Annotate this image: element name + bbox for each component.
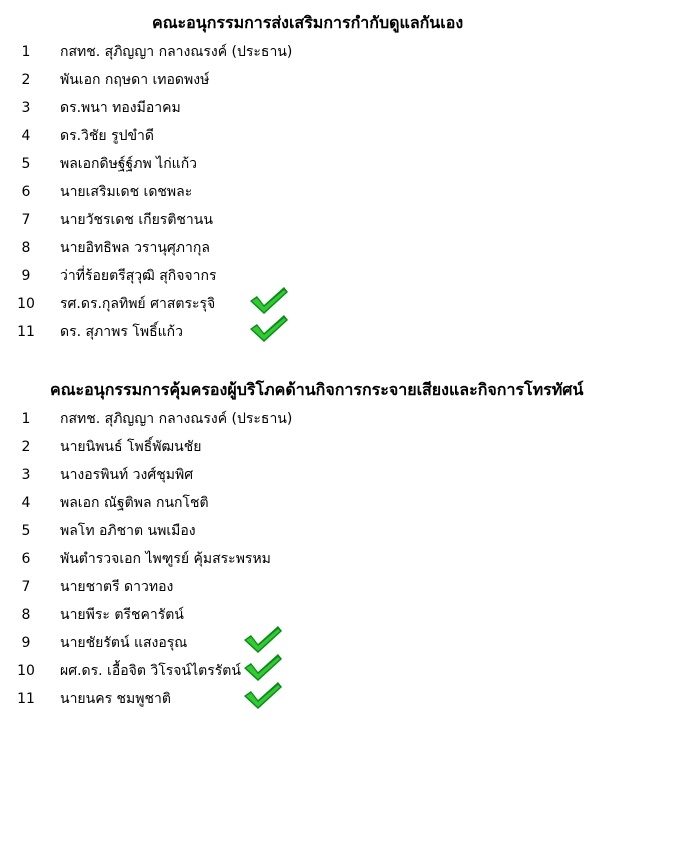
member-row [0,657,699,685]
subcommittee-self-regulation [0,10,699,346]
member-row [0,545,699,573]
member-row [0,234,699,262]
member-number: 10 [17,663,35,679]
member-name: นายชาตรี ดาวทอง [60,579,174,595]
member-row [0,262,699,290]
member-name: พันเอก กฤษดา เทอดพงษ์ [60,72,210,88]
member-row [0,629,699,657]
checkmark-icon [242,679,284,711]
member-number: 5 [21,156,31,172]
member-name: ว่าที่ร้อยตรีสุวุฒิ สุกิจจากร [60,268,217,284]
member-row [0,94,699,122]
section-title: คณะอนุกรรมการส่งเสริมการกำกับดูแลกันเอง [152,13,464,32]
member-name: ดร. สุภาพร โพธิ์แก้ว [60,324,183,340]
member-number: 6 [21,551,31,567]
member-row [0,461,699,489]
member-number: 9 [21,268,31,284]
member-number: 1 [21,411,31,427]
member-row [0,178,699,206]
member-name: ผศ.ดร. เอื้อจิต วิโรจน์ไตรรัตน์ [60,663,241,679]
member-name: นายพีระ ตรีชคารัตน์ [60,607,184,623]
subcommittee-consumer-protection [0,377,699,713]
member-number: 2 [21,72,31,88]
member-list [0,38,699,346]
member-number: 3 [21,100,31,116]
member-name: นายวัชรเดช เกียรติชานน [60,212,213,228]
member-list [0,405,699,713]
member-name: ดร.พนา ทองมีอาคม [60,100,181,116]
member-name: รศ.ดร.กุลทิพย์ ศาสตระรุจิ [60,296,216,312]
member-row [0,405,699,433]
member-number: 6 [21,184,31,200]
member-name: นายเสริมเดช เดชพละ [60,184,193,200]
member-number: 3 [21,467,31,483]
member-row [0,318,699,346]
member-row [0,290,699,318]
member-row [0,122,699,150]
member-name: พันตำรวจเอก ไพฑูรย์ คุ้มสระพรหม [60,551,271,567]
member-name: นายชัยรัตน์ แสงอรุณ [60,635,188,651]
member-row [0,66,699,94]
member-name: พลเอก ณัฐติพล กนกโชติ [60,495,209,511]
member-row [0,206,699,234]
member-name: นายอิทธิพล วรานุศุภากุล [60,240,210,256]
member-number: 8 [21,240,31,256]
member-number: 4 [21,495,31,511]
checkmark-icon [248,312,290,344]
member-row [0,150,699,178]
member-name: นายนคร ชมพูชาติ [60,691,171,707]
member-name: พลเอกดิษฐ์ฐ์ภพ ไก่แก้ว [60,156,198,172]
member-row [0,573,699,601]
member-number: 4 [21,128,31,144]
member-number: 10 [17,296,35,312]
section-title: คณะอนุกรรมการคุ้มครองผู้บริโภคด้านกิจการกระจายเสียงและกิจการโทรทัศน์ [50,380,584,399]
member-name: พลโท อภิชาต นพเมือง [60,523,196,539]
member-number: 11 [17,691,35,707]
member-row [0,685,699,713]
member-row [0,601,699,629]
member-name: นายนิพนธ์ โพธิ์พัฒนชัย [60,439,202,455]
member-number: 7 [21,579,31,595]
member-number: 2 [21,439,31,455]
member-name: นางอรพินท์ วงศ์ชุมพิศ [60,467,194,483]
member-number: 9 [21,635,31,651]
member-row [0,517,699,545]
member-name: กสทช. สุภิญญา กลางณรงค์ (ประธาน) [60,411,293,427]
member-row [0,489,699,517]
member-row [0,433,699,461]
member-number: 1 [21,44,31,60]
member-number: 8 [21,607,31,623]
member-row [0,38,699,66]
member-number: 7 [21,212,31,228]
member-name: ดร.วิชัย รูปขำดี [60,128,155,144]
member-number: 11 [17,324,35,340]
member-number: 5 [21,523,31,539]
member-name: กสทช. สุภิญญา กลางณรงค์ (ประธาน) [60,44,293,60]
